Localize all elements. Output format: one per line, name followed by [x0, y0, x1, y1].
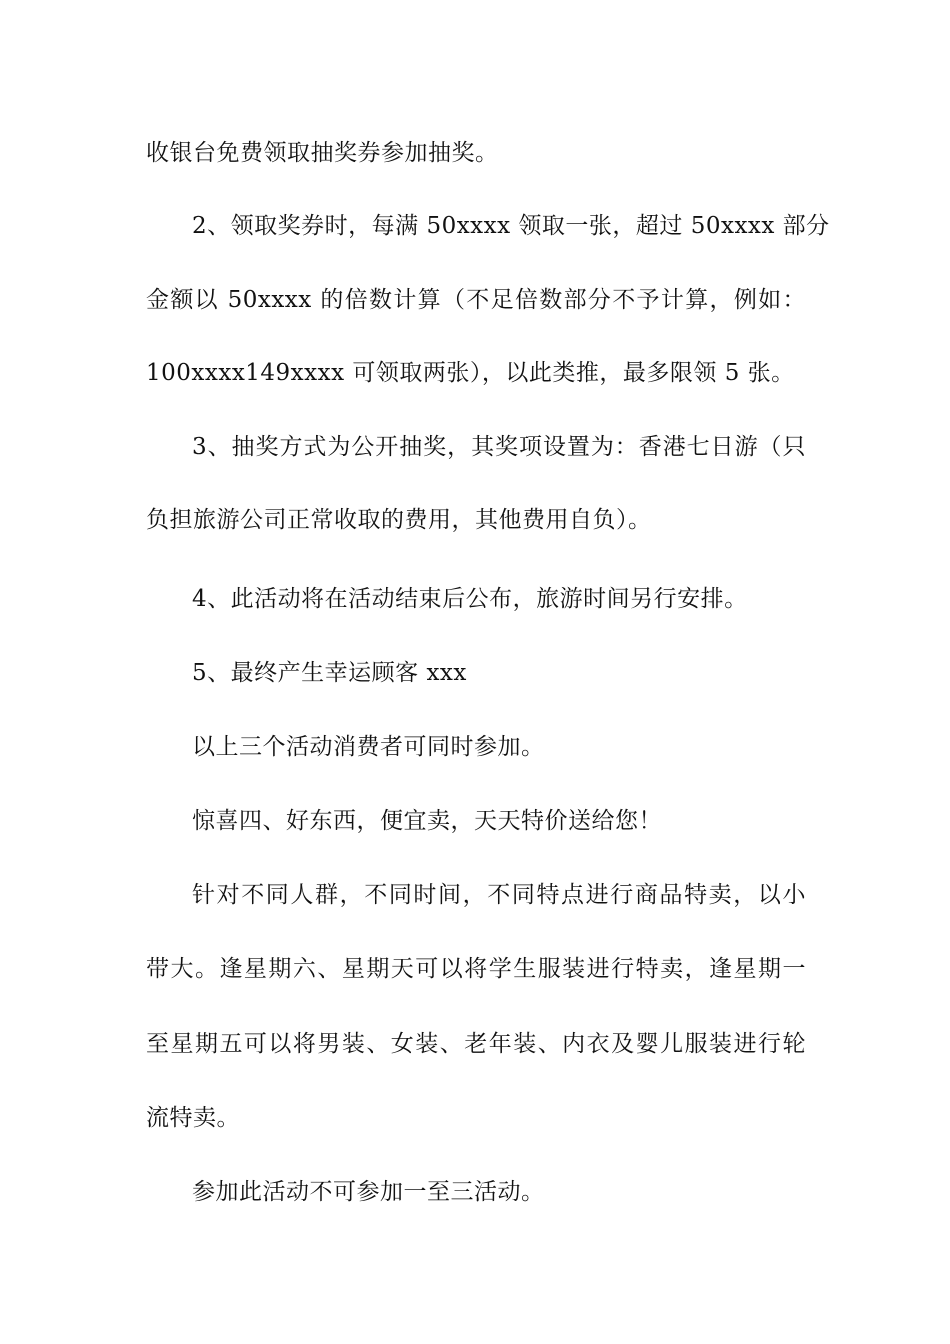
paragraph-line: 以上三个活动消费者可同时参加。 — [192, 734, 545, 760]
paragraph-line: 流特卖。 — [146, 1105, 240, 1131]
paragraph-line: 带大。逢星期六、星期天可以将学生服装进行特卖，逢星期一 — [146, 956, 806, 982]
paragraph-line: 金额以 50xxxx 的倍数计算（不足倍数部分不予计算，例如： — [146, 287, 806, 313]
paragraph-line: 100xxxx149xxxx 可领取两张），以此类推，最多限领 5 张。 — [146, 360, 795, 386]
paragraph-line: 5、最终产生幸运顾客 xxx — [192, 660, 467, 686]
paragraph-line: 3、抽奖方式为公开抽奖，其奖项设置为：香港七日游（只 — [192, 434, 806, 460]
paragraph-line: 参加此活动不可参加一至三活动。 — [192, 1179, 545, 1205]
paragraph-line: 2、领取奖券时，每满 50xxxx 领取一张，超过 50xxxx 部分 — [192, 213, 830, 239]
paragraph-line: 收银台免费领取抽奖券参加抽奖。 — [146, 140, 499, 166]
paragraph-line: 针对不同人群，不同时间，不同特点进行商品特卖，以小 — [192, 882, 806, 908]
paragraph-line: 4、此活动将在活动结束后公布，旅游时间另行安排。 — [192, 586, 748, 612]
paragraph-line: 至星期五可以将男装、女装、老年装、内衣及婴儿服装进行轮 — [146, 1031, 806, 1057]
paragraph-line: 惊喜四、好东西，便宜卖，天天特价送给您！ — [192, 808, 662, 834]
paragraph-line: 负担旅游公司正常收取的费用，其他费用自负）。 — [146, 507, 652, 533]
